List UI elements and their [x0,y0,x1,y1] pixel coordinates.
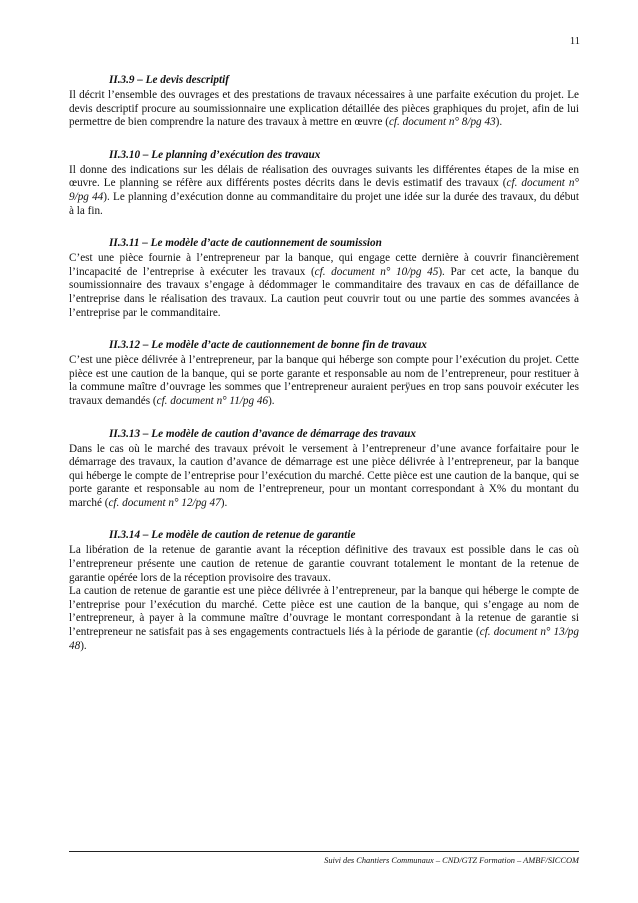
paragraph [69,252,579,320]
document-reference: cf. document n° 11/pg 46 [156,394,269,407]
section-title: II.3.14 – Le modèle de caution de retenue de garantie [109,529,356,542]
paragraph-tail: ). Le planning d’exécution donne au commanditaire du projet une idée sur la durée des travaux, du début à la fin. [69,190,579,217]
paragraph [69,164,579,218]
paragraph [69,354,579,408]
section-caution-soumission [69,237,579,320]
page-footer: Suivi des Chantiers Communaux – CND/GTZ Formation – AMBF/SICCOM [324,856,579,865]
section-title: II.3.12 – Le modèle d’acte de cautionnement de bonne fin de travaux [109,339,427,352]
document-reference: cf. document n° 8/pg 43 [388,116,496,129]
footer-divider [69,851,579,852]
page-number: 11 [569,36,580,47]
paragraph-text: La caution de retenue de garantie est une pièce délivrée à l’entrepreneur, par la banque qui héberge le compte de l’entreprise pour l’exécution du marché. Cette pièce est une caution de la banque, qui s’engage au nom de l’entrepreneur, à payer à la commune maître d’ouvrage le montant correspondant à la retenue de garantie si l’entrepreneur ne satisfait pas à ses engagements contractuels liés à la période de garantie ( [69,585,579,639]
paragraph-text: C’est une pièce délivrée à l’entrepreneur, par la banque qui héberge son compte pour l’exécution du projet. Cette pièce est une caution de la banque, qui se porte garante et responsable au nom de l’entrepreneur, pour restituer à la commune maître d’ouvrage les sommes que l’entrepreneur auraient perÿues en trop sans pouvoir exécuter les travaux demandés ( [69,354,579,407]
section-caution-bonne-fin [69,339,579,408]
section-planning-execution [69,149,579,218]
section-body [69,89,579,130]
paragraph-tail: ). [80,639,87,652]
section-title: II.3.11 – Le modèle d’acte de cautionnement de soumission [109,237,382,250]
paragraph-text: C’est une pièce fournie à l’entrepreneur par la banque, qui engage cette dernière à couvrir financièrement l’incapacité de l’entreprise à exécuter les travaux ( [69,252,579,278]
section-body [69,354,579,408]
section-title: II.3.13 – Le modèle de caution d’avance de démarrage des travaux [109,427,416,440]
section-caution-retenue-garantie [69,529,579,653]
document-reference: cf. document n° 9/pg 44 [69,177,580,203]
document-reference: cf. document n° 10/pg 45 [314,265,439,278]
section-title: II.3.10 – Le planning d’exécution des travaux [109,148,321,161]
section-body [69,252,579,320]
document-reference: cf. document n° 13/pg 48 [69,626,579,652]
paragraph-tail: ). [220,496,228,509]
document-body [69,74,579,672]
paragraph-tail: ). Par cet acte, la banque du soumissionnaire des travaux s’engage à dédommager le commanditaire des travaux en cas de défaillance de l’entreprise dans le réalisation des travaux. La caution peut couvrir tout ou une partie des sommes avancées à l’entreprise par le commanditaire. [69,265,579,319]
section-title: II.3.9 – Le devis descriptif [109,74,229,86]
paragraph [69,544,579,585]
paragraph-text: Il donne des indications sur les délais de réalisation des ouvrages suivants les différentes étapes de la mise en œuvre. Le planning se réfère aux différents postes décrits dans le devis estimatif des travaux ( [69,163,579,190]
paragraph-text: La libération de la retenue de garantie avant la réception définitive des travaux est possible dans le cas où l’entrepreneur présente une caution de retenue de garantie couvrant totalement le montant de la retenue de garantie opérée lors de la réception provisoire des travaux. [69,544,579,584]
paragraph-tail: ). [495,116,503,129]
paragraph-tail: ). [268,394,275,407]
section-body [69,544,579,653]
paragraph [69,443,579,511]
section-body [69,164,579,218]
paragraph [69,585,579,653]
paragraph [69,89,579,130]
section-devis-descriptif [69,74,579,130]
paragraph-text: Dans le cas où le marché des travaux prévoit le versement à l’entrepreneur d’une avance forfaitaire pour le démarrage des travaux, la caution d’avance de démarrage est une pièce délivrée à l’entrepreneur, par la banque qui héberge le compte de l’entreprise pour l’exécution du marché. Cette pièce est une caution de la banque, qui se porte garante et responsable au nom de l’entrepreneur, pour un montant correspondant à X% du montant du marché ( [69,442,579,509]
section-body [69,443,579,511]
paragraph-text: Il décrit l’ensemble des ouvrages et des prestations de travaux nécessaires à une parfaite exécution du projet. Le devis descriptif procure au soumissionnaire une explication détaillée des pièces graphiques du projet, afin de lui permettre de bien comprendre la nature des travaux à mettre en œuvre ( [69,89,579,129]
document-reference: cf. document n° 12/pg 47 [108,496,221,509]
section-caution-avance-demarrage [69,428,579,511]
